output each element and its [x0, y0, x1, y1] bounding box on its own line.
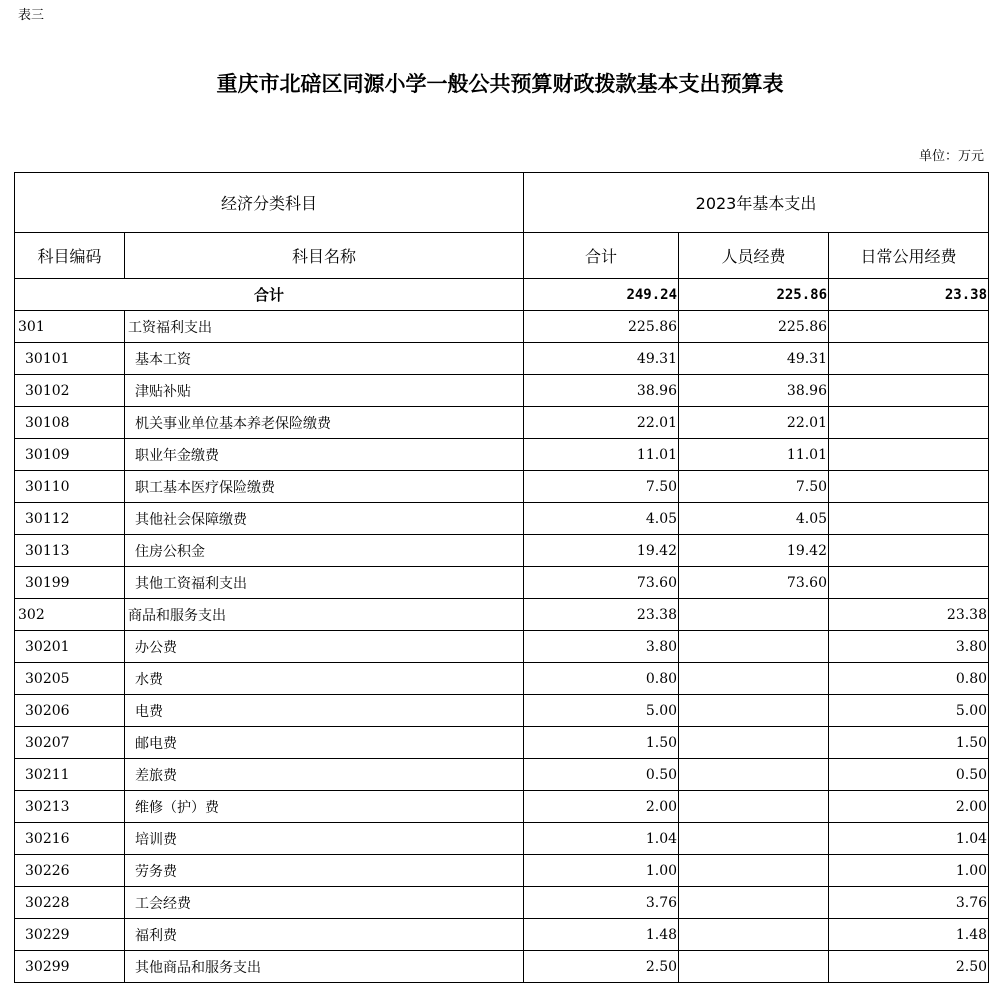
row-personnel	[679, 727, 829, 759]
header-personnel: 人员经费	[679, 233, 829, 279]
row-personnel	[679, 791, 829, 823]
row-code: 30211	[15, 759, 125, 791]
row-code: 30228	[15, 887, 125, 919]
table-row	[15, 311, 989, 343]
row-total: 38.96	[524, 375, 679, 407]
row-personnel: 4.05	[679, 503, 829, 535]
row-public	[829, 535, 989, 567]
row-public: 23.38	[829, 599, 989, 631]
row-code: 30216	[15, 823, 125, 855]
row-total: 22.01	[524, 407, 679, 439]
row-name: 其他社会保障缴费	[125, 503, 524, 535]
row-personnel: 225.86	[679, 311, 829, 343]
row-personnel	[679, 855, 829, 887]
row-public: 0.50	[829, 759, 989, 791]
row-name: 职工基本医疗保险缴费	[125, 471, 524, 503]
row-total: 1.50	[524, 727, 679, 759]
row-personnel	[679, 759, 829, 791]
row-total: 0.50	[524, 759, 679, 791]
row-code: 30102	[15, 375, 125, 407]
row-total: 2.00	[524, 791, 679, 823]
row-name: 住房公积金	[125, 535, 524, 567]
row-personnel	[679, 663, 829, 695]
row-total: 3.80	[524, 631, 679, 663]
row-public	[829, 471, 989, 503]
row-total: 49.31	[524, 343, 679, 375]
table-row	[15, 407, 989, 439]
header-total: 合计	[524, 233, 679, 279]
row-personnel: 22.01	[679, 407, 829, 439]
header-basic-expend: 2023年基本支出	[524, 173, 989, 233]
row-public: 1.04	[829, 823, 989, 855]
table-row	[15, 695, 989, 727]
row-public: 3.76	[829, 887, 989, 919]
table-row	[15, 599, 989, 631]
row-name: 差旅费	[125, 759, 524, 791]
row-total: 225.86	[524, 311, 679, 343]
row-code: 30207	[15, 727, 125, 759]
row-personnel: 73.60	[679, 567, 829, 599]
row-personnel	[679, 631, 829, 663]
row-personnel: 19.42	[679, 535, 829, 567]
row-code: 30108	[15, 407, 125, 439]
row-name: 劳务费	[125, 855, 524, 887]
row-personnel: 7.50	[679, 471, 829, 503]
row-total: 5.00	[524, 695, 679, 727]
row-name: 其他商品和服务支出	[125, 951, 524, 983]
budget-table	[14, 172, 989, 983]
header-row-columns	[15, 233, 989, 279]
table-row	[15, 759, 989, 791]
table-row	[15, 823, 989, 855]
total-personnel: 225.86	[679, 279, 829, 311]
row-name: 机关事业单位基本养老保险缴费	[125, 407, 524, 439]
row-public: 2.00	[829, 791, 989, 823]
row-name: 邮电费	[125, 727, 524, 759]
row-public	[829, 343, 989, 375]
row-public: 3.80	[829, 631, 989, 663]
row-total: 1.00	[524, 855, 679, 887]
header-econ-class: 经济分类科目	[15, 173, 524, 233]
row-code: 30101	[15, 343, 125, 375]
row-personnel: 49.31	[679, 343, 829, 375]
page-title: 重庆市北碚区同源小学一般公共预算财政拨款基本支出预算表	[216, 71, 784, 96]
row-total: 73.60	[524, 567, 679, 599]
row-code: 30213	[15, 791, 125, 823]
row-total: 0.80	[524, 663, 679, 695]
row-name: 基本工资	[125, 343, 524, 375]
row-name: 津贴补贴	[125, 375, 524, 407]
row-public: 1.50	[829, 727, 989, 759]
row-personnel	[679, 823, 829, 855]
row-public	[829, 503, 989, 535]
table-row	[15, 919, 989, 951]
row-public: 1.00	[829, 855, 989, 887]
row-total: 2.50	[524, 951, 679, 983]
row-personnel: 38.96	[679, 375, 829, 407]
row-code: 30206	[15, 695, 125, 727]
row-total: 3.76	[524, 887, 679, 919]
row-name: 其他工资福利支出	[125, 567, 524, 599]
row-public: 1.48	[829, 919, 989, 951]
table-label: 表三	[18, 8, 45, 23]
table-row	[15, 951, 989, 983]
row-code: 30226	[15, 855, 125, 887]
total-row	[15, 279, 989, 311]
row-total: 11.01	[524, 439, 679, 471]
row-name: 培训费	[125, 823, 524, 855]
row-total: 19.42	[524, 535, 679, 567]
row-personnel	[679, 887, 829, 919]
row-public	[829, 375, 989, 407]
table-row	[15, 663, 989, 695]
row-public: 5.00	[829, 695, 989, 727]
row-name: 维修（护）费	[125, 791, 524, 823]
row-code: 30113	[15, 535, 125, 567]
row-code: 30199	[15, 567, 125, 599]
table-row	[15, 343, 989, 375]
table-body	[15, 279, 989, 983]
row-total: 23.38	[524, 599, 679, 631]
row-name: 工资福利支出	[125, 311, 524, 343]
table-row	[15, 631, 989, 663]
table-row	[15, 471, 989, 503]
row-public	[829, 439, 989, 471]
row-code: 30109	[15, 439, 125, 471]
row-code: 30229	[15, 919, 125, 951]
total-public: 23.38	[829, 279, 989, 311]
row-total: 7.50	[524, 471, 679, 503]
row-personnel: 11.01	[679, 439, 829, 471]
table-row	[15, 375, 989, 407]
row-public	[829, 407, 989, 439]
unit-label: 单位：万元	[918, 149, 984, 164]
row-name: 办公费	[125, 631, 524, 663]
header-code: 科目编码	[15, 233, 125, 279]
row-name: 电费	[125, 695, 524, 727]
row-code: 302	[15, 599, 125, 631]
row-personnel	[679, 695, 829, 727]
row-total: 1.04	[524, 823, 679, 855]
table-row	[15, 727, 989, 759]
row-code: 30205	[15, 663, 125, 695]
row-name: 福利费	[125, 919, 524, 951]
row-public: 2.50	[829, 951, 989, 983]
table-row	[15, 535, 989, 567]
row-total: 1.48	[524, 919, 679, 951]
row-personnel	[679, 599, 829, 631]
row-code: 30299	[15, 951, 125, 983]
row-personnel	[679, 951, 829, 983]
row-name: 商品和服务支出	[125, 599, 524, 631]
row-public	[829, 311, 989, 343]
table-row	[15, 791, 989, 823]
header-name: 科目名称	[125, 233, 524, 279]
header-public: 日常公用经费	[829, 233, 989, 279]
total-label: 合计	[15, 279, 524, 311]
table-row	[15, 503, 989, 535]
table-row	[15, 439, 989, 471]
table-row	[15, 887, 989, 919]
row-name: 水费	[125, 663, 524, 695]
table-row	[15, 567, 989, 599]
row-code: 30201	[15, 631, 125, 663]
row-name: 职业年金缴费	[125, 439, 524, 471]
row-public	[829, 567, 989, 599]
row-code: 30112	[15, 503, 125, 535]
row-code: 301	[15, 311, 125, 343]
row-total: 4.05	[524, 503, 679, 535]
row-name: 工会经费	[125, 887, 524, 919]
row-personnel	[679, 919, 829, 951]
row-public: 0.80	[829, 663, 989, 695]
table-row	[15, 855, 989, 887]
total-amount: 249.24	[524, 279, 679, 311]
row-code: 30110	[15, 471, 125, 503]
header-row-group	[15, 173, 989, 233]
